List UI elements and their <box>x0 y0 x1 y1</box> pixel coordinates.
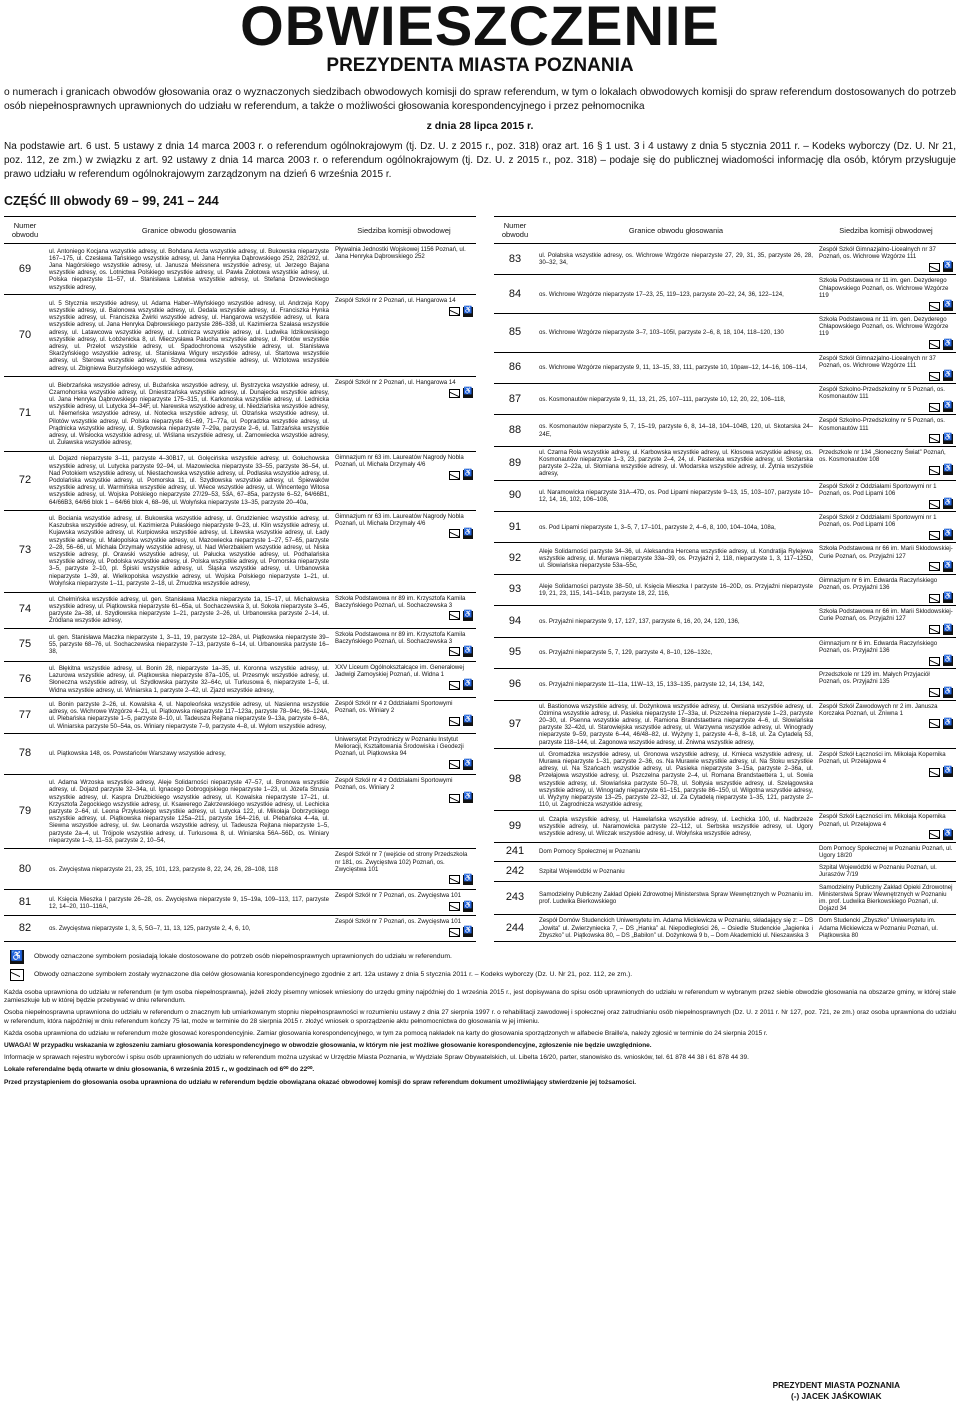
district-seat <box>816 314 956 353</box>
district-number: 84 <box>494 275 536 314</box>
district-seat <box>816 669 956 700</box>
district-seat <box>816 915 956 942</box>
seat-icons <box>335 793 473 803</box>
seat-icons <box>819 688 953 698</box>
district-row <box>494 384 956 415</box>
wheelchair-icon: ♿ <box>463 680 473 690</box>
wheelchair-icon: ♿ <box>943 371 953 381</box>
envelope-icon <box>929 768 940 777</box>
district-bounds: ul. Połabska wszystkie adresy, os. Wichrowe Wzgórze nieparzyste 27, 29, 31, 35, parzyste 26, 28, 30–32, 34, <box>536 244 816 275</box>
seat-icons <box>819 562 953 572</box>
districts-table-left <box>4 216 476 942</box>
district-bounds: Aleje Solidarności parzyste 34–36, ul. Aleksandra Hercena wszystkie adresy, ul. Kondratija Rylejewa wszystkie adresy, ul. Murawa nieparzyste 33a–39, os. Przyjaźni 2, 118, nieparzyste 1, 3, 117–125D, ul. Słowiańska nieparzyste 53a–55c, <box>536 543 816 574</box>
district-number: 72 <box>4 451 46 510</box>
symbols-legend <box>4 950 956 981</box>
district-number: 85 <box>494 314 536 353</box>
header-seat: Siedziba komisji obwodowej <box>332 217 476 244</box>
district-seat-text: Szkoła Podstawowa nr 11 im. gen. Dezyderego Chłapowskiego Poznań, os. Wichrowe Wzgórze 119 <box>819 277 949 299</box>
district-row <box>4 733 476 774</box>
note-1: Każda osoba uprawniona do udziału w referendum (w tym osoba niepełnosprawna), jeżeli złoży pisemny wniosek wniesiony do urzędu gminy najpóźniej do 1 września 2015 r., jest dopisywana do spisu osób uprawnionych do udziału w referendum w wybranym przez siebie obwodzie głosowania na obszarze gminy, w której stale zamieszkuje lub w której będzie przebywać w dniu referendum. <box>4 988 956 1005</box>
district-number: 78 <box>4 733 46 774</box>
legend-mail-text: Obwody oznaczone symbolem zostały wyznaczone dla celów głosowania korespondencyjnego zgodnie z art. 12a ustawy z dnia 5 stycznia 2011 r. – Kodeks wyborczy (Dz. U. Nr 21, poz. 112, ze zm.). <box>34 971 633 979</box>
district-bounds: Zespół Domów Studenckich Uniwersytetu im. Adama Mickiewicza w Poznaniu, składający się z: – DS „Jowita” ul. Zwierzyniecka 7, – DS „Hanka” al. Niepodległości 26, – Osiedle Studenckie „Jagienka i Zbyszko” ul. Piątkowska 80, – DS „Babilon” ul. Dożynkowa 9 b, – Dom Akademicki ul. Nieszawska 3 <box>536 915 816 942</box>
wheelchair-icon: ♿ <box>943 688 953 698</box>
header-bounds: Granice obwodu głosowania <box>536 217 816 244</box>
district-bounds: Dom Pomocy Społecznej w Poznaniu <box>536 842 816 861</box>
district-number: 243 <box>494 881 536 915</box>
district-bounds: ul. Bonin parzyste 2–26, ul. Kowalska 4, ul. Napoleońska wszystkie adresy, ul. Nasienna wszystkie adresy, os. Wichrowe Wzgórze 4–21, ul. Piątkowska nieparzyste 117–123a, parzyste 78–94c, 96–124A, ul. Plebańska nieparzyste 1–5, parzyste 8–10, ul. Tadeusza Rejtana nieparzyste 9–13a, parzyste 6–8A, ul. Winiarska parzyste 50–54a, os. Winiary nieparzyste 7–9, parzyste 4–8, ul. Wyłom wszystkie adresy, <box>46 697 332 733</box>
wheelchair-icon: ♿ <box>943 767 953 777</box>
district-seat-text: Pływalnia Jednostki Wojskowej 1156 Poznań, ul. Jana Henryka Dąbrowskiego 252 <box>335 246 466 261</box>
district-seat-text: Szkoła Podstawowa nr 89 im. Krzysztofa Kamila Baczyńskiego Poznań, ul. Sochaczewska 3 <box>335 594 466 609</box>
seat-icons <box>335 529 473 539</box>
envelope-icon <box>929 830 940 839</box>
district-seat-text: Zespół Szkół nr 4 z Oddziałami Sportowymi Poznań, os. Winiary 2 <box>335 776 453 792</box>
district-seat <box>816 700 956 748</box>
district-number: 74 <box>4 592 46 628</box>
seat-icons <box>335 927 473 937</box>
wheelchair-icon: ♿ <box>463 927 473 937</box>
seat-icons <box>819 499 953 509</box>
district-seat <box>816 637 956 668</box>
wheelchair-icon: ♿ <box>463 611 473 621</box>
wheelchair-icon: ♿ <box>943 593 953 603</box>
district-number: 77 <box>4 697 46 733</box>
envelope-icon <box>929 340 940 349</box>
district-seat-text: Zespół Szkół nr 2 Poznań, ul. Hangarowa 14 <box>335 379 456 387</box>
envelope-icon <box>449 928 460 937</box>
wheelchair-icon: ♿ <box>943 434 953 444</box>
district-row <box>4 890 476 916</box>
district-row <box>494 862 956 881</box>
note-hours: Lokale referendalne będą otwarte w dniu głosowania, 6 września 2015 r., w godzinach od 6⁰⁰ do 22⁰⁰. <box>4 1066 315 1074</box>
district-seat <box>332 890 476 916</box>
envelope-icon <box>449 389 460 398</box>
envelope-icon <box>929 434 940 443</box>
envelope-icon <box>449 902 460 911</box>
district-seat <box>332 377 476 451</box>
district-bounds: ul. Dojazd nieparzyste 3–11, parzyste 4–30B17, ul. Golęcińska wszystkie adresy, ul. Gołuchowska wszystkie adresy, ul. Lutycka parzyste 92–94, ul. Mazowiecka nieparzyste 33–55, parzyste 36–54, ul. Nad Potokiem wszystkie adresy, ul. Niestachowska wszystkie adresy, ul. Podlaska wszystkie adresy, ul. Podolańska wszystkie adresy, ul. Pomorska 11, ul. Szydłowska wszystkie adresy, ul. Śpiewaków wszystkie adresy, ul. Warmińska wszystkie adresy, ul. Wiece wszystkie adresy, ul. Wincentego Witosa wszystkie adresy, ul. Wojska Polskiego nieparzyste 27/29–53, 53A, 67–85a, parzyste 6–52, 64/66B1, 64/66B3, 64/66 blok 1 – 64/66 blok 4, 68–96, ul. Wołyńska nieparzyste 13–35, parzyste 20–40a, <box>46 451 332 510</box>
district-bounds: ul. Antoniego Kocjana wszystkie adresy, ul. Bohdana Arcta wszystkie adresy, ul. Bukowska nieparzyste 167–175, ul. Czesława Tańskiego wszystkie adresy, ul. Jana Henryka Dąbrowskiego 252, 282/292, ul. Jana Nagórskiego wszystkie adresy, ul. Janusza Meissnera wszystkie adresy, ul. Jerzego Bajana wszystkie adresy, os. Lotnictwa Polskiego wszystkie adresy, ul. Pawła Zołotowa wszystkie adresy, ul. Polska nieparzyste 11–57, ul. Stanisława Latwisa wszystkie adresy, ul. Stefana Drzewieckiego wszystkie adresy, <box>46 244 332 295</box>
envelope-icon <box>929 403 940 412</box>
district-row <box>494 881 956 915</box>
envelope-icon <box>929 372 940 381</box>
envelope-icon <box>929 531 940 540</box>
district-bounds: os. Zwycięstwa nieparzyste 1, 3, 5, 5G–7, 11, 13, 125, parzyste 2, 4, 6, 10, <box>46 916 332 942</box>
announcement-date: z dnia 28 lipca 2015 r. <box>426 120 534 132</box>
district-number: 86 <box>494 352 536 383</box>
district-seat-text: Gimnazjum nr 6 im. Edwarda Raczyńskiego Poznań, os. Przyjaźni 136 <box>819 576 938 592</box>
wheelchair-icon: ♿ <box>463 716 473 726</box>
note-info: Informacje w sprawach rejestru wyborców i spisu osób uprawnionych do udziału w referendum można uzyskać w Urzędzie Miasta Poznania, w Wydziale Spraw Obywatelskich, ul. Libelta 16/20, parter, stanowisko ds. wniosków, tel. 61 878 44 38 i 61 878 44 39. <box>4 1054 749 1062</box>
district-bounds: ul. Chełmińska wszystkie adresy, ul. gen. Stanisława Maczka nieparzyste 1a, 15–17, ul. Michałowska wszystkie adresy, ul. Piątkowska nieparzyste 61–65a, ul. Sochaczewska 3, ul. Sokoła nieparzyste 3–45, parzyste 2a–38, ul. Szydłowska nieparzyste 1–21, parzyste 2–26, ul. Urbanowska parzyste 2–14, ul. Źródlana wszystkie adresy, <box>46 592 332 628</box>
part-heading: CZĘŚĆ III obwody 69 – 99, 241 – 244 <box>4 194 219 208</box>
wheelchair-icon: ♿ <box>463 307 473 317</box>
wheelchair-icon: ♿ <box>943 830 953 840</box>
wheelchair-icon: ♿ <box>943 656 953 666</box>
district-number: 75 <box>4 628 46 661</box>
note-warning: UWAGA! W przypadku wskazania w zgłoszeniu zamiaru głosowania korespondencyjnego w obwodzie głosowania, w którym nie jest możliwe głosowanie korespondencyjne, zgłoszenie nie będzie uwzględnione. <box>4 1042 652 1049</box>
district-number: 87 <box>494 384 536 415</box>
district-number: 69 <box>4 244 46 295</box>
district-number: 83 <box>494 244 536 275</box>
envelope-icon <box>449 794 460 803</box>
header-number: Numer obwodu <box>494 217 536 244</box>
district-seat-text: Zespół Szkół z Oddziałami Sportowymi nr 1 Poznań, os. Pod Lipami 106 <box>819 514 937 529</box>
district-row <box>494 512 956 543</box>
seat-icons <box>335 760 473 770</box>
district-seat-text: Zespół Szkół z Oddziałami Sportowymi nr 1 Poznań, os. Pod Lipami 106 <box>819 482 937 497</box>
wheelchair-icon: ♿ <box>943 530 953 540</box>
district-seat <box>816 352 956 383</box>
legend-accessible <box>4 950 956 964</box>
district-seat <box>816 446 956 480</box>
wheelchair-icon: ♿ <box>943 625 953 635</box>
district-row <box>4 592 476 628</box>
envelope-icon <box>449 529 460 538</box>
district-seat <box>332 510 476 592</box>
seat-icons <box>335 307 473 317</box>
district-seat <box>332 244 476 295</box>
district-seat-text: Zespół Szkolno-Przedszkolny nr 5 Poznań, os. Kosmonautów 111 <box>819 386 945 401</box>
district-seat-text: Uniwersytet Przyrodniczy w Poznaniu Instytut Melioracji, Kształtowania Środowiska i Geodezji Poznań, ul. Piątkowska 94 <box>335 735 464 758</box>
district-seat-text: Dom Pomocy Społecznej w Poznaniu Poznań, ul. Ugory 18/20 <box>819 844 953 859</box>
districts-table-right <box>494 216 956 942</box>
district-number: 93 <box>494 574 536 605</box>
page-title: OBWIESZCZENIE <box>240 0 720 57</box>
legend-mail <box>4 969 956 981</box>
district-number: 94 <box>494 606 536 637</box>
district-bounds: ul. Biebrzańska wszystkie adresy, ul. Bużańska wszystkie adresy, ul. Bystrzycka wszystkie adresy, ul. Czarnohorska wszystkie adresy, ul. Dniestrzańska wszystkie adresy, ul. Dunajecka wszystkie adresy, ul. Jana Henryka Dąbrowskiego nieparzyste 175–315, ul. Karkonoska wszystkie adresy, ul. Lednicka wszystkie adresy, ul. Lutycka 34–34F, ul. Narewska wszystkie adresy, ul. Niedziańska wszystkie adresy, ul. Niemeńska wszystkie adresy, ul. Notecka wszystkie adresy, ul. Olzańska wszystkie adresy, ul. Pilotów wszystkie adresy, ul. Polska nieparzyste 61–69, 71–77a, ul. Popradzka wszystkie adresy, ul. Prądnicka wszystkie adresy, ul. Sytkowska nieparzyste 7–29a, parzyste 2–6, ul. Tatrzańska wszystkie adresy, ul. Wisłocka wszystkie adresy, ul. Wiślana wszystkie adresy, ul. Żarnowiecka wszystkie adresy, ul. Żuławska wszystkie adresy, <box>46 377 332 451</box>
district-row <box>4 295 476 377</box>
envelope-icon <box>449 875 460 884</box>
intro-text: o numerach i granicach obwodów głosowania oraz o wyznaczonych siedzibach obwodowych komisji do spraw referendum, w tym o lokalach obwodowych komisji do spraw referendum dostosowanych do potrzeb osób niepełnosprawnych uprawnionych do udziału w referendum, a także o możliwości głosowania korespondencyjnego i przez pełnomocnika <box>4 87 956 112</box>
envelope-icon <box>929 263 940 272</box>
district-bounds: ul. Bociania wszystkie adresy, ul. Bukowska wszystkie adresy, ul. Grudzieniec wszystkie adresy, ul. Kaszubska wszystkie adresy, ul. Kazimierza Pułaskiego nieparzyste 9–23, ul. Klin wszystkie adresy, ul. Kujawska wszystkie adresy, ul. Kurpiowska wszystkie adresy, ul. Litewska wszystkie adresy, ul. Łady wszystkie adresy, ul. Małopolska wszystkie adresy, ul. Mazowiecka nieparzyste 1–27, 57–65, parzyste 2–28, 56–66, ul. Michała Drzymały wszystkie adresy, ul. Nad Wierzbakiem wszystkie adresy, ul. Niska wszystkie adresy, pl. Orawski wszystkie adresy, ul. Pałucka wszystkie adresy, ul. Podhalańska wszystkie adresy, ul. Podolska wszystkie adresy, ul. Polska wszystkie adresy, ul. Pomorska nieparzyste 3–5, parzyste 2–10, pl. Śpiski wszystkie adresy, ul. Śląska wszystkie adresy, ul. Urbanowska nieparzyste 1–39, al. Wielkopolska wszystkie adresy, ul. Wojska Polskiego nieparzyste 1–21, ul. Wołyńska nieparzyste 1–11, parzyste 2–18, ul. Żmudzka wszystkie adresy, <box>46 510 332 592</box>
header-number: Numer obwodu <box>4 217 46 244</box>
envelope-icon <box>449 760 460 769</box>
district-seat-text: Zespół Szkół Łączności im. Mikołaja Kopernika Poznań, ul. Przełajowa 4 <box>819 750 946 765</box>
envelope-icon <box>449 471 460 480</box>
district-bounds: Aleje Solidarności parzyste 38–50, ul. Księcia Mieszka I parzyste 16–20D, os. Przyjaźni nieparzyste 19, 21, 23, 115, 141–141b, parzyste 18, 22, 116, <box>536 574 816 605</box>
seat-icons <box>819 830 953 840</box>
district-row <box>494 811 956 842</box>
district-row <box>494 446 956 480</box>
district-number: 70 <box>4 295 46 377</box>
seat-icons <box>335 680 473 690</box>
seat-icons <box>819 262 953 272</box>
district-seat-text: Zespół Szkół Zawodowych nr 2 im. Janusza Korczaka Poznań, ul. Żniwna 1 <box>819 702 938 717</box>
district-seat-text: Zespół Szkół nr 4 z Oddziałami Sportowymi Poznań, os. Winiary 2 <box>335 699 453 715</box>
district-seat <box>332 849 476 890</box>
district-seat <box>332 733 476 774</box>
district-bounds: ul. gen. Stanisława Maczka nieparzyste 1, 3–11, 19, parzyste 12–28A, ul. Piątkowska nieparzyste 39–55, parzyste 68–76, ul. Sochaczewska nieparzyste 7–13, parzyste 6–14, ul. Urbanowska parzyste 16–38, <box>46 628 332 661</box>
district-seat-text: Zespół Szkół nr 2 Poznań, ul. Hangarowa 14 <box>335 297 456 305</box>
district-seat-text: Gimnazjum nr 63 im. Laureatów Nagrody Nobla Poznań, ul. Michała Drzymały 4/6 <box>335 453 464 468</box>
district-row <box>494 543 956 574</box>
envelope-icon <box>929 500 940 509</box>
district-seat <box>332 697 476 733</box>
district-bounds: ul. Adama Wrzoska wszystkie adresy, Aleje Solidarności nieparzyste 47–57, ul. Bronowa wszystkie adresy, ul. Dojazd parzyste 32–34a, ul. Ignacego Dobrogojskiego nieparzyste 1–23, ul. Józefa Strusia wszystkie adresy, ul. Kaspra Drużbickiego wszystkie adresy, ul. Kowalska nieparzyste 17–21, ul. Krzysztofa Żegockiego wszystkie adresy, ul. Ksawerego Zakrzewskiego wszystkie adresy, ul. Lechicka parzyste 2–64, ul. Leona Przyłuskiego wszystkie adresy, ul. Lutycka 122, ul. Mikołaja Dobrzyckiego wszystkie adresy, ul. Piątkowska nieparzyste 125a–211, parzyste 164–216, ul. Plebańska 4–4a, ul. Siewna wszystkie adresy, ul. św. Leonarda wszystkie adresy, ul. Tadeusza Rejtana nieparzyste 1–5, parzyste 2a–4, ul. Trójpole wszystkie adresy, ul. Turkusowa 8, ul. Winiarska 56A–56D, os. Winiary nieparzyste 1–3, 11–53, parzyste 2, 10–54, <box>46 774 332 848</box>
district-seat <box>816 881 956 915</box>
district-bounds: ul. Księcia Mieszka I parzyste 26–28, os. Zwycięstwa nieparzyste 9, 15–19a, 109–113, 117, parzyste 12, 14–20, 110–116A, <box>46 890 332 916</box>
district-number: 98 <box>494 748 536 811</box>
district-number: 73 <box>4 510 46 592</box>
page-subtitle: PREZYDENTA MIASTA POZNANIA <box>326 55 634 76</box>
district-seat-text: Szkoła Podstawowa nr 11 im. gen. Dezyderego Chłapowskiego Poznań, os. Wichrowe Wzgórze 119 <box>819 316 949 338</box>
district-number: 82 <box>4 916 46 942</box>
district-seat-text: Przedszkole nr 134 „Słoneczny Świat” Poznań, os. Kosmonautów 108 <box>819 448 946 464</box>
district-row <box>494 842 956 861</box>
envelope-icon <box>449 717 460 726</box>
district-row <box>4 661 476 697</box>
district-seat <box>332 774 476 848</box>
seat-icons <box>819 625 953 635</box>
signature-name: (-) JACEK JAŚKOWIAK <box>791 1392 882 1401</box>
seat-icons <box>819 402 953 412</box>
district-row <box>494 244 956 275</box>
district-seat-text: Szkoła Podstawowa nr 66 im. Marii Skłodowskiej-Curie Poznań, os. Przyjaźni 127 <box>819 608 953 623</box>
header-bounds: Granice obwodu głosowania <box>46 217 332 244</box>
district-row <box>494 700 956 748</box>
district-bounds: os. Przyjaźni nieparzyste 11–11a, 11W–13, 15, 133–135, parzyste 12, 14, 134, 142, <box>536 669 816 700</box>
district-bounds: os. Przyjaźni nieparzyste 5, 7, 129, parzyste 4, 8–10, 126–132c, <box>536 637 816 668</box>
envelope-icon <box>929 594 940 603</box>
district-bounds: ul. 5 Stycznia wszystkie adresy, ul. Adama Haber–Włyńskiego wszystkie adresy, ul. Andrzeja Kopy wszystkie adresy, ul. Balonowa wszystkie adresy, ul. Dedala wszystkie adresy, ul. Franciszka Hynka wszystkie adresy, ul. Franciszka Żwirki wszystkie adresy, ul. Hangarowa wszystkie adresy, ul. Ikara wszystkie adresy, ul. Jana Henryka Dąbrowskiego parzyste 286–338, ul. Kazimierza Szałasa wszystkie adresy, ul. Latawcowa wszystkie adresy, ul. Lotnicza wszystkie adresy, ul. Ludwika Idzikowskiego wszystkie adresy, ul. Łobżenicka 8, ul. Mieczysława Palucha wszystkie adresy, ul. Pilotów wszystkie adresy, ul. Przelot wszystkie adresy, ul. Spadochronowa wszystkie adresy, ul. Stanisława Skarżyńskiego wszystkie adresy, ul. Stanisława Wigury wszystkie adresy, ul. Startowa wszystkie adresy, ul. Sterowa wszystkie adresy, ul. Szybowcowa wszystkie adresy, ul. Wzlotowa wszystkie adresy, ul. Zbigniewa Burzyńskiego wszystkie adresy, <box>46 295 332 377</box>
envelope-icon <box>10 969 24 981</box>
district-seat-text: Przedszkole nr 129 im. Małych Przyjaciół Poznań, os. Przyjaźni 135 <box>819 671 930 686</box>
district-row <box>494 606 956 637</box>
seat-icons <box>819 767 953 777</box>
district-seat <box>816 748 956 811</box>
district-seat <box>816 862 956 881</box>
district-number: 99 <box>494 811 536 842</box>
district-bounds: os. Kosmonautów nieparzyste 9, 11, 13, 21, 25, 107–111, parzyste 10, 12, 20, 22, 106–118, <box>536 384 816 415</box>
district-number: 71 <box>4 377 46 451</box>
seat-icons <box>819 530 953 540</box>
district-row <box>494 415 956 446</box>
envelope-icon <box>929 688 940 697</box>
envelope-icon <box>449 307 460 316</box>
envelope-icon <box>929 719 940 728</box>
district-number: 96 <box>494 669 536 700</box>
seat-icons <box>819 465 953 475</box>
envelope-icon <box>929 302 940 311</box>
district-bounds: os. Kosmonautów nieparzyste 5, 7, 15–19, parzyste 6, 8, 14–18, 104–104B, 120, ul. Skotarska 24–24E, <box>536 415 816 446</box>
wheelchair-icon: ♿ <box>943 562 953 572</box>
district-row <box>4 697 476 733</box>
district-bounds: ul. Gromadzka wszystkie adresy, ul. Gronowa wszystkie adresy, ul. Kmieca wszystkie adresy, ul. Murawa nieparzyste 1–31, parzyste 2–36, os. Na Murawie wszystkie adresy, ul. Na Stoku wszystkie adresy, ul. Na Szańcach wszystkie adresy, ul. Pasieka nieparzyste 3–15a, parzyste 2–36a, ul. Przełajowa wszystkie adresy, ul. Pszczelna parzyste 2–4, ul. Romana Brandstaettera 1, ul. Sowia wszystkie adresy, ul. Słowiańska parzyste 50–78, ul. Sołtysia wszystkie adresy, ul. Szelągowska wszystkie adresy, ul. Winogrady nieparzyste 61–151, parzyste 86–150, ul. Wilgotna wszystkie adresy, ul. Wyżyny nieparzyste 13–25, parzyste 22–32, ul. Za Cytadelą nieparzyste 1–35, 121, parzyste 2–110, ul. Zagrodnicza wszystkie adresy, <box>536 748 816 811</box>
district-number: 79 <box>4 774 46 848</box>
seat-icons <box>335 875 473 885</box>
wheelchair-icon: ♿ <box>10 950 24 962</box>
district-seat-text: Szpital Wojewódzki w Poznaniu Poznań, ul. Juraszów 7/19 <box>819 864 937 879</box>
wheelchair-icon: ♿ <box>463 470 473 480</box>
district-number: 90 <box>494 480 536 511</box>
district-bounds: Szpital Wojewódzki w Poznaniu <box>536 862 816 881</box>
district-seat <box>332 451 476 510</box>
district-row <box>494 480 956 511</box>
wheelchair-icon: ♿ <box>943 719 953 729</box>
district-row <box>494 637 956 668</box>
district-seat-text: Gimnazjum nr 6 im. Edwarda Raczyńskiego Poznań, os. Przyjaźni 136 <box>819 639 938 654</box>
note-2: Osoba niepełnosprawna uprawniona do udziału w referendum o znacznym lub umiarkowanym stopniu niepełnosprawności w rozumieniu ustawy z dnia 27 sierpnia 1997 r. o rehabilitacji zawodowej i społecznej oraz zatrudnianiu osób niepełnosprawnych (Dz. U. z 2011 r. Nr 127, poz. 721, ze zm.) oraz osoba uprawniona do udziału w referendum, która najpóźniej w dniu referendum kończy 75 lat, może w terminie do 28 sierpnia 2015 r. złożyć wniosek o sporządzenie aktu pełnomocnictwa do głosowania w jej imieniu. <box>4 1009 956 1025</box>
district-bounds: ul. Bastionowa wszystkie adresy, ul. Dożynkowa wszystkie adresy, ul. Owsiana wszystkie adresy, ul. Ozimina wszystkie adresy, ul. Pasieka nieparzyste 17–33a, ul. Pszczelna nieparzyste 1–23, parzyste 20–30, ul. Psenna wszystkie adresy, ul. Ramiona Brandstaettera nieparzyste 4–6, ul. Słowiańska parzyste 32–42d, ul. Starowiejska wszystkie adresy, ul. Warzywna wszystkie adresy, ul. Winogrady nieparzyste 9–59, parzyste 6–44, 46/48–82, ul. Wyżyny 1, parzyste 4–6, 8–18, ul. Za Cytadelą 53, parzyste 118–144, ul. Zagonowa wszystkie adresy, ul. Żniwna wszystkie adresy, <box>536 700 816 748</box>
seat-icons <box>335 388 473 398</box>
district-row <box>494 314 956 353</box>
seat-icons <box>819 371 953 381</box>
district-seat <box>816 543 956 574</box>
district-seat <box>332 628 476 661</box>
legal-basis: Na podstawie art. 6 ust. 5 ustawy z dnia 14 marca 2003 r. o referendum ogólnokrajowym (tj. Dz. U. z 2015 r., poz. 318) oraz art. 16 § 1 ust. 3 i 4 ustawy z dnia 5 stycznia 2011 r. – Kodeks wyborczy (Dz. U. Nr 21, poz. 112, ze zm.) w związku z art. 92 ustawy z dnia 14 marca 2003 r. o referendum ogólnokrajowym (tj. Dz. U. z 2015 r., poz. 318) – podaje się do publicznej wiadomości informację dla osób, którym przysługuje prawo udziału w referendum ogólnokrajowym zarządzonym na dzień 6 września 2015 r. <box>4 141 956 180</box>
districts-tables <box>4 216 956 942</box>
district-seat <box>816 606 956 637</box>
district-row <box>494 352 956 383</box>
wheelchair-icon: ♿ <box>463 529 473 539</box>
seat-icons <box>819 656 953 666</box>
district-row <box>4 510 476 592</box>
district-seat <box>816 811 956 842</box>
district-seat-text: Szkoła Podstawowa nr 89 im. Krzysztofa Kamila Baczyńskiego Poznań, ul. Sochaczewska 3 <box>335 630 466 645</box>
district-number: 244 <box>494 915 536 942</box>
legend-accessible-text: Obwody oznaczone symbolem posiadają lokale dostosowane do potrzeb osób niepełnosprawnych uprawnionych do udziału w referendum. <box>34 953 452 961</box>
district-seat-text: Zespół Szkolno-Przedszkolny nr 5 Poznań, os. Kosmonautów 111 <box>819 417 945 432</box>
wheelchair-icon: ♿ <box>463 902 473 912</box>
district-row <box>4 244 476 295</box>
district-seat-text: Dom Studencki „Zbyszko” Uniwersytetu im. Adama Mickiewicza w Poznaniu Poznań, ul. Piątkowska 80 <box>819 917 938 939</box>
district-seat-text: Szkoła Podstawowa nr 66 im. Marii Skłodowskiej-Curie Poznań, os. Przyjaźni 127 <box>819 545 953 560</box>
district-bounds: ul. Czapla wszystkie adresy, ul. Hawelańska wszystkie adresy, ul. Lechicka 100, ul. Nadbrzeże wszystkie adresy, ul. Naramowicka parzyste 22–112, ul. Serbska wszystkie adresy, ul. Ugory wszystkie adresy, ul. Wilczak wszystkie adresy, ul. Wołyńska wszystkie adresy, <box>536 811 816 842</box>
seat-icons <box>819 719 953 729</box>
district-row <box>4 451 476 510</box>
district-seat-text: XXV Liceum Ogólnokształcące im. Generałowej Jadwigi Zamoyskiej Poznań, ul. Widna 1 <box>335 663 465 679</box>
district-seat-text: Zespół Szkół nr 7 (wejście od strony Przedszkola nr 181, os. Zwycięstwa 102) Poznań, os. Zwycięstwa 101 <box>335 851 468 873</box>
wheelchair-icon: ♿ <box>943 499 953 509</box>
wheelchair-icon: ♿ <box>943 301 953 311</box>
district-bounds: os. Wichrowe Wzgórze nieparzyste 17–23, 25, 119–123, parzyste 20–22, 24, 36, 122–124, <box>536 275 816 314</box>
seat-icons <box>335 611 473 621</box>
note-3: Każda osoba uprawniona do udziału w referendum może głosować korespondencyjnie. Zamiar głosowania korespondencyjnego, w tym za pomocą nakładek na karty do głosowania sporządzonych w alfabecie Braille'a, należy zgłosić w terminie do 24 sierpnia 2015 r. <box>4 1029 768 1037</box>
district-seat-text: Zespół Szkół nr 7 Poznań, os. Zwycięstwa 101 <box>335 892 461 900</box>
district-seat <box>816 842 956 861</box>
district-number: 95 <box>494 637 536 668</box>
district-seat-text: Zespół Szkół Gimnazjalno-Licealnych nr 37 Poznań, os. Wichrowe Wzgórze 111 <box>819 354 936 369</box>
wheelchair-icon: ♿ <box>463 388 473 398</box>
district-number: 80 <box>4 849 46 890</box>
wheelchair-icon: ♿ <box>463 647 473 657</box>
district-seat-text: Gimnazjum nr 63 im. Laureatów Nagrody Nobla Poznań, ul. Michała Drzymały 4/6 <box>335 512 464 527</box>
district-seat <box>332 661 476 697</box>
district-row <box>494 275 956 314</box>
header-seat: Siedziba komisji obwodowej <box>816 217 956 244</box>
district-number: 89 <box>494 446 536 480</box>
seat-icons <box>335 470 473 480</box>
seat-icons <box>335 902 473 912</box>
district-seat <box>816 512 956 543</box>
district-seat <box>816 480 956 511</box>
envelope-icon <box>929 466 940 475</box>
notes-section <box>4 989 956 1087</box>
district-row <box>4 774 476 848</box>
district-seat <box>332 592 476 628</box>
district-bounds: ul. Piątkowska 148, os. Powstańców Warszawy wszystkie adresy, <box>46 733 332 774</box>
wheelchair-icon: ♿ <box>943 340 953 350</box>
envelope-icon <box>449 681 460 690</box>
district-bounds: os. Wichrowe Wzgórze nieparzyste 3–7, 103–105I, parzyste 2–6, 8, 18, 104, 118–120, 130 <box>536 314 816 353</box>
district-seat <box>816 415 956 446</box>
wheelchair-icon: ♿ <box>463 793 473 803</box>
envelope-icon <box>929 562 940 571</box>
seat-icons <box>335 716 473 726</box>
district-seat-text: Samodzielny Publiczny Zakład Opieki Zdrowotnej Ministerstwa Spraw Wewnętrznych w Poznaniu im. prof. Ludwika Bierkowskiego Poznań, ul. Dojazd 34 <box>819 883 953 913</box>
district-number: 76 <box>4 661 46 697</box>
district-seat <box>816 384 956 415</box>
district-row <box>4 916 476 942</box>
seat-icons <box>819 340 953 350</box>
district-bounds: ul. Naramowicka nieparzyste 31A–47D, os. Pod Lipami nieparzyste 9–13, 15, 103–107, parzyste 10–12, 14, 16, 102, 106–108, <box>536 480 816 511</box>
signature-role: PREZYDENT MIASTA POZNANIA <box>772 1381 900 1390</box>
envelope-icon <box>929 625 940 634</box>
district-number: 91 <box>494 512 536 543</box>
seat-icons <box>819 434 953 444</box>
district-number: 242 <box>494 862 536 881</box>
district-row <box>4 849 476 890</box>
district-row <box>494 748 956 811</box>
district-seat <box>816 275 956 314</box>
envelope-icon <box>449 647 460 656</box>
wheelchair-icon: ♿ <box>943 262 953 272</box>
district-seat <box>816 244 956 275</box>
district-bounds: ul. Błękitna wszystkie adresy, ul. Bonin 28, nieparzyste 1a–35, ul. Koronna wszystkie adresy, ul. Lazurowa wszystkie adresy, ul. Piątkowska nieparzyste 87a–105, ul. Przesmyk wszystkie adresy, ul. Słoneczna wszystkie adresy, ul. Szydłowska parzyste 32–64c, ul. Turkusowa 6, nieparzyste 1–5, ul. Widna wszystkie adresy, ul. Winiarska 1, parzyste 2–42, ul. Zjazd wszystkie adresy, <box>46 661 332 697</box>
wheelchair-icon: ♿ <box>943 465 953 475</box>
seat-icons <box>335 647 473 657</box>
district-seat-text: Zespół Szkół nr 7 Poznań, os. Zwycięstwa 101 <box>335 918 461 926</box>
district-row <box>494 915 956 942</box>
district-row <box>494 574 956 605</box>
district-bounds: os. Wichrowe Wzgórze nieparzyste 9, 11, 13–15, 33, 111, parzyste 10, 10paw–12, 14–16, 106–114, <box>536 352 816 383</box>
envelope-icon <box>929 657 940 666</box>
wheelchair-icon: ♿ <box>943 402 953 412</box>
district-bounds: os. Przyjaźni nieparzyste 9, 17, 127, 137, parzyste 6, 16, 20, 24, 120, 136, <box>536 606 816 637</box>
district-row <box>4 628 476 661</box>
district-row <box>4 377 476 451</box>
district-bounds: Samodzielny Publiczny Zakład Opieki Zdrowotnej Ministerstwa Spraw Wewnętrznych w Poznaniu im. prof. Ludwika Bierkowskiego <box>536 881 816 915</box>
district-seat <box>332 916 476 942</box>
district-seat-text: Zespół Szkół Łączności im. Mikołaja Kopernika Poznań, ul. Przełajowa 4 <box>819 813 946 828</box>
district-number: 92 <box>494 543 536 574</box>
district-seat-text: Zespół Szkół Gimnazjalno-Licealnych nr 37 Poznań, os. Wichrowe Wzgórze 111 <box>819 246 936 261</box>
district-number: 97 <box>494 700 536 748</box>
seat-icons <box>819 593 953 603</box>
note-identity: Przed przystąpieniem do głosowania osoba uprawniona do udziału w referendum będzie obowiązana okazać obwodowej komisji do spraw referendum dokument umożliwiający stwierdzenie jej tożsamości. <box>4 1078 637 1086</box>
district-number: 88 <box>494 415 536 446</box>
wheelchair-icon: ♿ <box>463 760 473 770</box>
signature-block <box>773 1380 900 1402</box>
envelope-icon <box>449 611 460 620</box>
district-number: 81 <box>4 890 46 916</box>
district-seat <box>332 295 476 377</box>
district-bounds: os. Pod Lipami nieparzyste 1, 3–5, 7, 17–101, parzyste 2, 4–6, 8, 100, 104–104a, 108a, <box>536 512 816 543</box>
district-bounds: ul. Czarna Rola wszystkie adresy, ul. Karbowska wszystkie adresy, ul. Kłosowa wszystkie adresy, os. Kosmonautów nieparzyste 1–3, 23, parzyste 2–4, 24, ul. Pasterska wszystkie adresy, ul. Skotarska parzyste 2–22a, ul. Słomiana wszystkie adresy, ul. Włodarska wszystkie adresy, ul. Żytnia wszystkie adresy, <box>536 446 816 480</box>
district-number: 241 <box>494 842 536 861</box>
seat-icons <box>819 301 953 311</box>
district-seat <box>816 574 956 605</box>
district-row <box>494 669 956 700</box>
district-bounds: os. Zwycięstwa nieparzyste 21, 23, 25, 101, 123, parzyste 8, 22, 24, 26, 28–108, 118 <box>46 849 332 890</box>
wheelchair-icon: ♿ <box>463 875 473 885</box>
